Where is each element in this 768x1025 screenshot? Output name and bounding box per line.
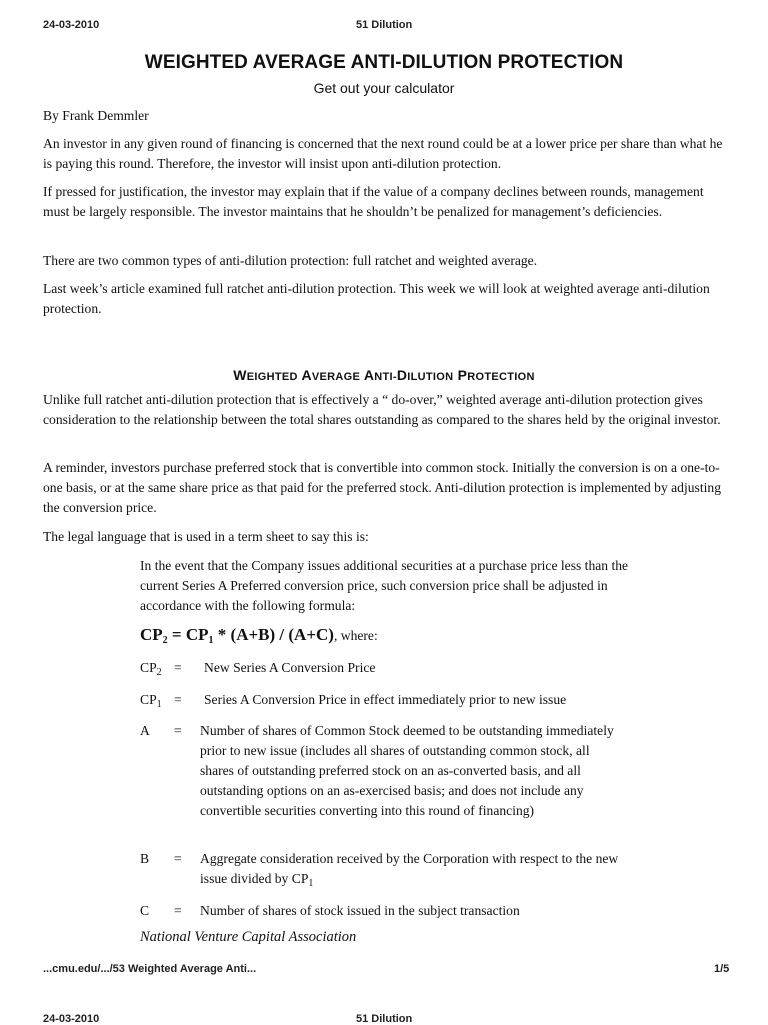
- paragraph-intro-4: Last week’s article examined full ratchet anti-dilution protection. This week we will look at weighted average anti-dilution protection.: [43, 281, 710, 317]
- paragraph-intro-2: If pressed for justification, the investor may explain that if the value of a company declines between rounds, management must be largely responsible. The investor maintains that he shouldn’t be penalized for management’s deficiencies.: [43, 184, 704, 220]
- paragraph-body-2: A reminder, investors purchase preferred stock that is convertible into common stock. Initially the conversion is on a one-to-one basis, or at the same share price as that paid for the preferred stock. Anti-dilution protection is implemented by adjusting the conversion price.: [43, 460, 721, 516]
- paragraph-intro-1: An investor in any given round of financing is concerned that the next round could be at a lower price per share than what he is paying this round. Therefore, the investor will insist upon anti-dilution protection.: [43, 136, 723, 172]
- legal-quote: In the event that the Company issues additional securities at a purchase price less than the current Series A Preferred conversion price, such conversion price shall be adjusted in accordance with the following formula:: [140, 558, 629, 614]
- definition-cp1: $CP_1$ = Series A Conversion Price in effect immediately prior to new issue: [140, 692, 567, 710]
- definition-cp2: $CP_2$ = New Series A Conversion Price: [140, 660, 376, 678]
- heading-word: WEIGHTED: [233, 367, 298, 383]
- paragraph-intro-3: There are two common types of anti-dilution protection: full ratchet and weighted average.: [43, 253, 538, 268]
- page-title: WEIGHTED AVERAGE ANTI-DILUTION PROTECTION: [144, 52, 624, 73]
- definition-b: B = Aggregate consideration received by the Corporation with respect to the new issue divided by $CP_1$: [140, 851, 619, 889]
- byline: By Frank Demmler: [43, 108, 149, 123]
- definition-a: A = Number of shares of Common Stock deemed to be outstanding immediately prior to new issue (includes all shares of outstanding common stock, all shares of outstanding preferred stock on an as-converted basis, and all outstanding options on an as-exercised basis; and does not include any convertible securities converting into this round of financing): [140, 723, 614, 818]
- footer-page-number: 1/5: [714, 963, 730, 975]
- header-doc-title: 51 Dilution: [356, 19, 413, 31]
- next-header-doc-title: 51 Dilution: [356, 1013, 413, 1025]
- source-citation: National Venture Capital Association: [140, 929, 357, 945]
- footer-url[interactable]: ...cmu.edu/.../53 Weighted Average Anti...: [43, 963, 257, 975]
- heading-word: AVERAGE: [301, 367, 361, 383]
- heading-word: PROTECTION: [457, 367, 535, 383]
- page-subtitle: Get out your calculator: [313, 80, 455, 96]
- formula: $CP_2 = CP_1 * (A+B) / (A+C)$, where:: [140, 625, 378, 646]
- definition-c: C = Number of shares of stock issued in the subject transaction: [140, 903, 520, 918]
- paragraph-body-1: Unlike full ratchet anti-dilution protection that is effectively a “ do-over,” weighted average anti-dilution protection gives consideration to the relationship between the total shares outstanding as compared to the shares held by the original investor.: [43, 392, 721, 428]
- heading-word: ANTI-DILUTION: [363, 367, 454, 383]
- paragraph-body-3: The legal language that is used in a term sheet to say this is:: [43, 529, 369, 544]
- header-date: 24-03-2010: [43, 19, 100, 31]
- next-header-date: 24-03-2010: [43, 1013, 100, 1025]
- section-heading: [0, 367, 768, 383]
